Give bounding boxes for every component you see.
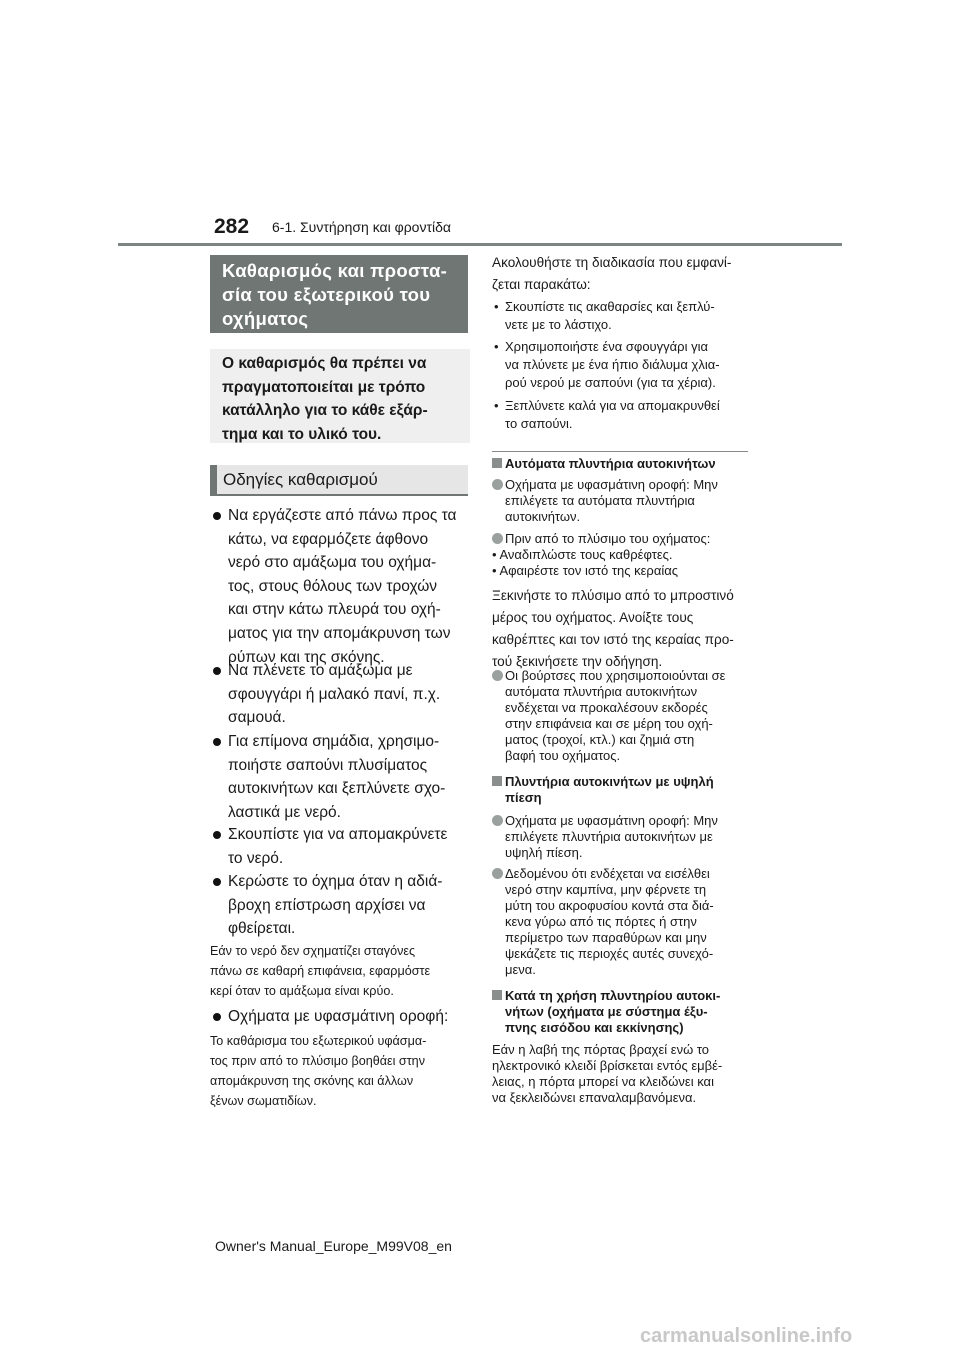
note-item bbox=[505, 866, 760, 978]
text-line: επιλέγετε πλυντήρια αυτοκινήτων με bbox=[505, 829, 713, 844]
text-line: το νερό. bbox=[228, 849, 284, 867]
text-line: ηλεκτρονικό κλειδί βρίσκεται εντός εμβέ- bbox=[492, 1058, 723, 1073]
text-line: υψηλή πίεση. bbox=[505, 845, 583, 860]
text-line: το σαπούνι. bbox=[505, 416, 573, 431]
text-line: μέρος του οχήματος. Ανοίξτε τους bbox=[492, 610, 694, 625]
text-line: ψεκάζετε τις περιοχές αυτές συνεχό- bbox=[505, 946, 714, 961]
text-line: ενδέχεται να προκαλέσουν εκδορές bbox=[505, 700, 708, 715]
procedure-paragraph bbox=[492, 585, 757, 673]
bullet-icon bbox=[492, 815, 503, 826]
text-line: πίεση bbox=[505, 790, 542, 805]
page-number: 282 bbox=[214, 215, 250, 238]
bullet-item bbox=[228, 870, 478, 941]
watermark: carmanualsonline.info bbox=[640, 1325, 853, 1347]
text-line: ματος (τροχοί, κτλ.) και ζημιά στη bbox=[505, 732, 695, 747]
header-rule bbox=[118, 243, 842, 246]
text-line: ζεται παρακάτω: bbox=[492, 277, 591, 292]
text-line: τος πριν από το πλύσιμο βοηθάει στην bbox=[210, 1054, 425, 1068]
text-line: νερό στο αμάξωμα του οχήμα- bbox=[228, 554, 437, 572]
bullet-icon bbox=[213, 738, 221, 746]
text-line: Το καθάρισμα του εξωτερικού υφάσμα- bbox=[210, 1034, 427, 1048]
text-line: Καθαρισμός και προστα- bbox=[222, 260, 448, 281]
chapter-title-box bbox=[210, 255, 468, 333]
note-subitems bbox=[492, 547, 757, 579]
wax-note bbox=[210, 941, 475, 1001]
text-line: ξένων σωματιδίων. bbox=[210, 1094, 317, 1108]
step-item bbox=[494, 397, 760, 433]
text-line: Για επίμονα σημάδια, χρησιμο- bbox=[228, 733, 440, 750]
bullet-item bbox=[228, 504, 478, 669]
bullet-icon bbox=[213, 512, 221, 520]
text-line: κατάλληλο για το κάθε εξάρ- bbox=[222, 402, 428, 419]
text-line: οχήματος bbox=[222, 308, 309, 329]
heading-smart-entry-wash bbox=[505, 988, 760, 1036]
text-line: τος, στους θόλους των τροχών bbox=[228, 577, 438, 595]
text-line: Ο καθαρισμός θα πρέπει να bbox=[222, 355, 427, 372]
smart-entry-paragraph bbox=[492, 1042, 757, 1106]
text-line: να πλύνετε με ένα ήπιο διάλυμα χλια- bbox=[505, 357, 720, 372]
subheading: Οδηγίες καθαρισμού bbox=[210, 465, 468, 495]
text-line: ρύπων και της σκόνης. bbox=[228, 648, 385, 666]
text-line: Δεδομένου ότι ενδέχεται να εισέλθει bbox=[505, 866, 710, 881]
text-line: μύτη του ακροφυσίου κοντά στα διά- bbox=[505, 898, 714, 913]
square-bullet-icon bbox=[492, 990, 502, 1000]
text-line: φθείρεται. bbox=[228, 920, 296, 938]
text-line: νερό στην καμπίνα, μην φέρνετε τη bbox=[505, 882, 707, 897]
text-line: ποιήστε σαπούνι πλυσίματος bbox=[228, 756, 428, 774]
text-line: σαμουά. bbox=[228, 709, 286, 727]
text-line: λειας, η πόρτα μπορεί να κλειδώνει και bbox=[492, 1074, 714, 1089]
text-line: Κατά τη χρήση πλυντηρίου αυτοκι- bbox=[505, 988, 721, 1003]
bullet-icon: • bbox=[494, 299, 499, 314]
text-line: επιλέγετε τα αυτόματα πλυντήρια bbox=[505, 493, 695, 508]
text-line: Οχήματα με υφασμάτινη οροφή: Μην bbox=[505, 477, 718, 492]
heading-automatic-car-wash bbox=[505, 456, 760, 472]
text-line: Εάν το νερό δεν σχηματίζει σταγόνες bbox=[210, 944, 416, 958]
text-line: σία του εξωτερικού του bbox=[222, 284, 431, 305]
text-line: Χρησιμοποιήστε ένα σφουγγάρι για bbox=[505, 339, 708, 354]
text-line: στην επιφάνεια και σε μέρη του οχή- bbox=[505, 716, 713, 731]
note-item bbox=[505, 668, 760, 764]
square-bullet-icon bbox=[492, 776, 502, 786]
intro-box bbox=[210, 349, 470, 443]
text-line: Ξεπλύνετε καλά για να απομακρυνθεί bbox=[505, 398, 720, 413]
bullet-icon bbox=[492, 868, 503, 879]
bullet-item bbox=[228, 823, 478, 870]
text-line: κερί όταν το αμάξωμα είναι κρύο. bbox=[210, 984, 394, 998]
bullet-icon bbox=[213, 667, 221, 675]
text-line: πραγματοποιείται με τρόπο bbox=[222, 378, 426, 396]
text-line: Εάν η λαβή της πόρτας βραχεί ενώ το bbox=[492, 1042, 710, 1057]
text-line: Σκουπίστε για να απομακρύνετε bbox=[228, 826, 448, 843]
text-line: νήτων (οχήματα με σύστημα έξυ- bbox=[505, 1004, 708, 1019]
bullet-icon bbox=[492, 533, 503, 544]
text-line: λαστικά με νερό. bbox=[228, 803, 341, 821]
bullet-icon bbox=[213, 1013, 221, 1021]
note-item bbox=[505, 477, 760, 525]
text-line: Να πλένετε το αμάξωμα με bbox=[228, 662, 413, 679]
text-line: βροχη επίστρωση αρχίσει να bbox=[228, 896, 426, 914]
section-title: 6-1. Συντήρηση και φροντίδα bbox=[272, 219, 451, 235]
bullet-icon bbox=[213, 878, 221, 886]
text-line: νετε με το λάστιχο. bbox=[505, 317, 612, 332]
text-line: Πριν από το πλύσιμο του οχήματος: bbox=[505, 531, 711, 546]
divider bbox=[492, 451, 748, 452]
text-line: Ακολουθήστε τη διαδικασία που εμφανί- bbox=[492, 255, 732, 270]
text-line: Οχήματα με υφασμάτινη οροφή: bbox=[228, 1008, 449, 1025]
bullet-item bbox=[228, 1005, 478, 1029]
step-item bbox=[494, 338, 760, 392]
fabric-note bbox=[210, 1031, 475, 1111]
text-line: ματος για την απομάκρυνση των bbox=[228, 624, 451, 642]
text-line: Σκουπίστε τις ακαθαρσίες και ξεπλύ- bbox=[505, 299, 715, 314]
footer: Owner's Manual_Europe_M99V08_en bbox=[215, 1238, 452, 1254]
bullet-icon bbox=[213, 831, 221, 839]
text-line: • Αφαιρέστε τον ιστό της κεραίας bbox=[492, 563, 679, 578]
text-line: να ξεκλειδώνει επαναλαμβανόμενα. bbox=[492, 1090, 697, 1105]
text-line: και στην κάτω πλευρά του οχή- bbox=[228, 601, 441, 619]
heading-high-pressure-wash bbox=[505, 774, 760, 806]
text-line: • Αναδιπλώστε τους καθρέφτες. bbox=[492, 547, 673, 562]
text-line: Αυτόματα πλυντήρια αυτοκινήτων bbox=[505, 456, 716, 471]
text-line: αυτοκινήτων. bbox=[505, 509, 581, 524]
text-line: Οχήματα με υφασμάτινη οροφή: Μην bbox=[505, 813, 718, 828]
text-line: Πλυντήρια αυτοκινήτων με υψηλή bbox=[505, 774, 714, 789]
text-line: Να εργάζεστε από πάνω προς τα bbox=[228, 507, 457, 524]
text-line: μενα. bbox=[505, 962, 536, 977]
subheading-rule bbox=[210, 494, 468, 496]
bullet-icon bbox=[492, 670, 503, 681]
text-line: κενα γύρω από τις πόρτες ή στην bbox=[505, 914, 697, 929]
text-line: πάνω σε καθαρή επιφάνεια, εφαρμόστε bbox=[210, 964, 431, 978]
text-line: ρού νερού με σαπούνι (για τα χέρια). bbox=[505, 375, 716, 390]
text-line: περίμετρο των παραθύρων και μην bbox=[505, 930, 707, 945]
text-line: κάτω, να εφαρμόζετε άφθονο bbox=[228, 530, 429, 548]
text-line: αυτόματα πλυντήρια αυτοκινήτων bbox=[505, 684, 698, 699]
text-line: απομάκρυνση της σκόνης και άλλων bbox=[210, 1074, 414, 1088]
text-line: αυτοκινήτων και ξεπλύνετε σχο- bbox=[228, 780, 446, 798]
text-line: τημα και το υλικό του. bbox=[222, 425, 382, 443]
note-item bbox=[505, 531, 760, 547]
bullet-item bbox=[228, 730, 478, 824]
bullet-icon: • bbox=[494, 398, 499, 413]
text-line: πνης εισόδου και εκκίνησης) bbox=[505, 1020, 684, 1035]
square-bullet-icon bbox=[492, 458, 502, 468]
bullet-icon: • bbox=[494, 339, 499, 354]
text-line: Οι βούρτσες που χρησιμοποιούνται σε bbox=[505, 668, 726, 683]
bullet-icon bbox=[492, 479, 503, 490]
note-item bbox=[505, 813, 760, 861]
text-line: σφουγγάρι ή μαλακό πανί, π.χ. bbox=[228, 685, 441, 703]
text-line: Ξεκινήστε το πλύσιμο από το μπροστινό bbox=[492, 588, 734, 603]
step-item bbox=[494, 298, 760, 334]
text-line: βαφή του οχήματος. bbox=[505, 748, 621, 763]
procedure-intro bbox=[492, 252, 757, 296]
text-line: Κερώστε το όχημα όταν η αδιά- bbox=[228, 873, 443, 890]
text-line: καθρέπτες και τον ιστό της κεραίας προ- bbox=[492, 632, 734, 647]
bullet-item bbox=[228, 659, 478, 730]
text-line: τού ξεκινήσετε την οδήγηση. bbox=[492, 654, 663, 669]
